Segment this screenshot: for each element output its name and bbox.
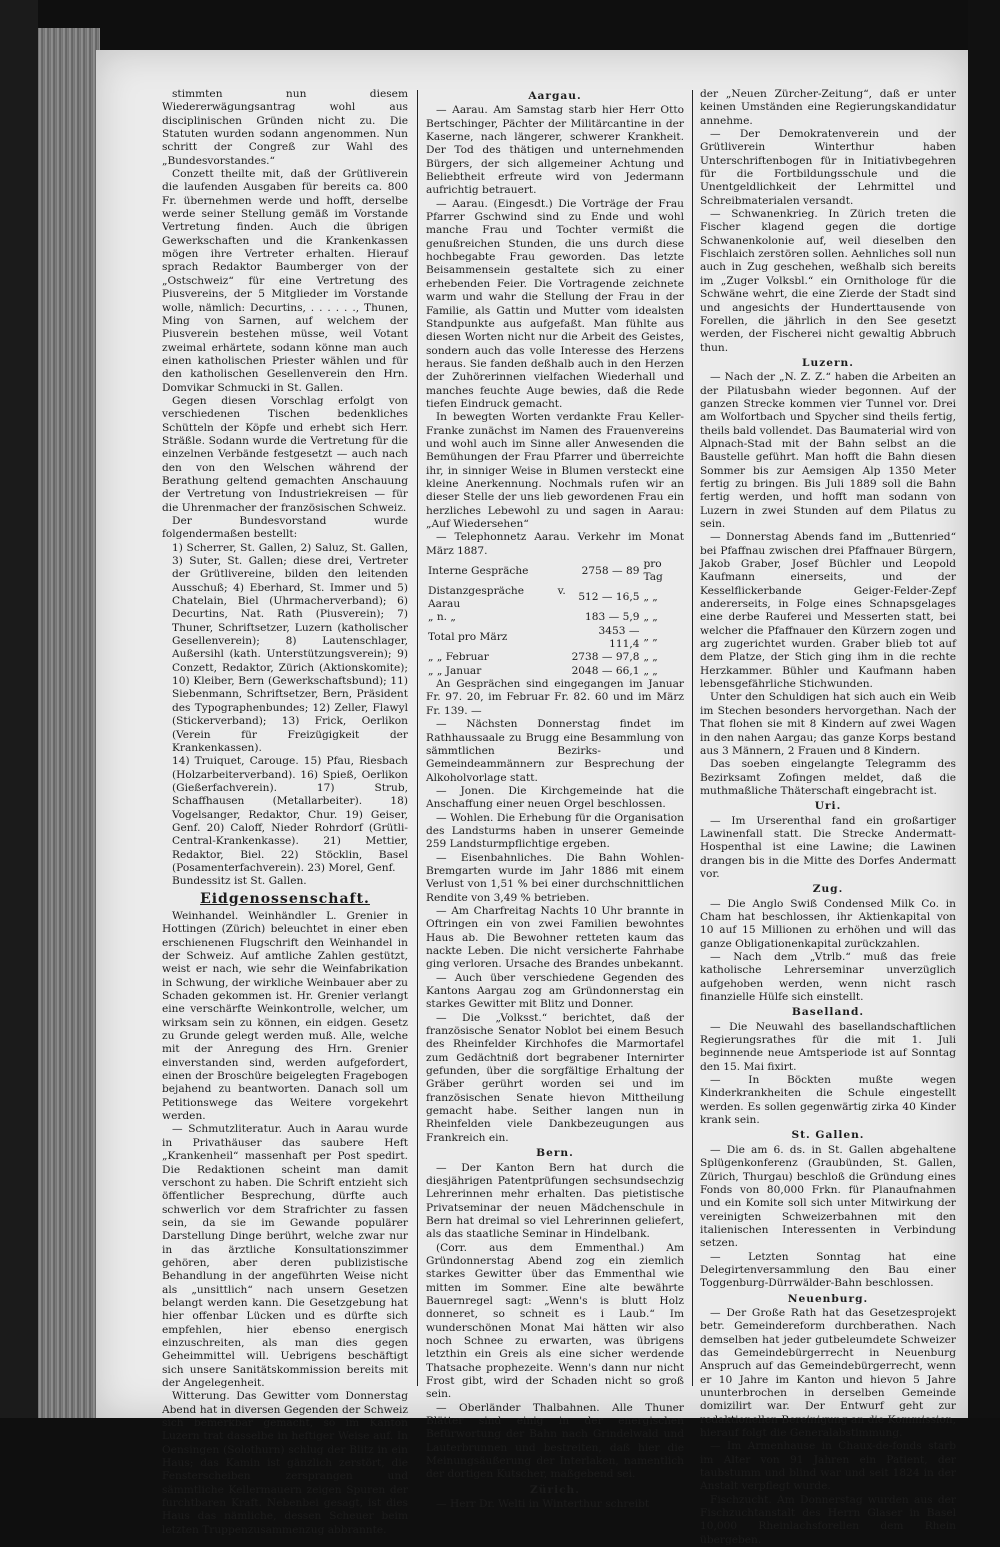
paragraph: — Nach der „N. Z. Z.“ haben die Arbeiten an der Pilatusbahn wieder begonnen. Auf der ganzen Strecke kommen vier Tunnel vor. Drei am Wolfortbach und Spycher sind theils fertig, theils bald vollendet. Das Baumaterial wird von Alpnach-Stad mit der Bahn selbst an die Baustelle geführt. Man hofft die Bahn diesen Sommer bis zur Aemsigen Alp 1350 Meter fertig zu bringen. Bis Juli 1889 soll die Bahn fertig werden, und hofft man sodann von Luzern in zwei Stunden auf dem Pilatus zu sein. xyxy=(700,371,956,530)
paragraph: An Gesprächen sind eingegangen im Januar Fr. 97. 20, im Februar Fr. 82. 60 und im März Fr. 139. — xyxy=(426,678,684,717)
paragraph: — Telephonnetz Aarau. Verkehr im Monat März 1887. xyxy=(426,531,684,557)
paragraph: Fischzucht. Am Donnerstag wurden aus der Fischzuchtanstalt des Herrn Glaser in Basel 10,000 Rheinlachsforellen dem Rhein übergeben. xyxy=(700,1493,956,1546)
section-heading: Zürich. xyxy=(530,1483,580,1496)
paragraph: Conzett theilte mit, daß der Grütliverein die laufenden Ausgaben für bereits ca. 800 Fr. übernehmen werde und hofft, derselbe werde seiner Stellung gemäß im Vorstande Vertretung finden. Auch die übrigen Gewerkschaften und die Krankenkassen mögen ihre Vertreter erhalten. Hierauf sprach Redaktor Baumberger von der „Ostschweiz“ für eine Vertretung des Piusvereins, der 5 Mitglieder im Vorstande wolle, nämlich: Decurtins, . . . . . ., Thunen, Ming von Sarnen, auf welchem der Piusverein bestehen müsse, weil Votant zweimal erhärtete, sodann könne man auch einen katholischen Priester wählen und für den katholischen Gesellenverein den Hrn. Domvikar Schmucki in St. Gallen. xyxy=(162,168,408,394)
table-row xyxy=(426,665,684,678)
paragraph: — Wohlen. Die Erhebung für die Organisation des Landsturms haben in unserer Gemeinde 259 Landsturmpflichtige ergeben. xyxy=(426,811,684,851)
table-cell: „ „ xyxy=(643,631,658,644)
paragraph: Bundessitz ist St. Gallen. xyxy=(172,875,307,888)
page-edge-stack xyxy=(38,28,100,1418)
paragraph: — Am Charfreitag Nachts 10 Uhr brannte in Oftringen ein von zwei Familien bewohntes Haus ab. Die Bewohner retteten kaum das nackte Leben. Die nicht versicherte Fahrhabe ging verloren. Ursache des Brandes unbekannt. xyxy=(426,904,684,971)
table-cell: 3453 — 111,4 xyxy=(598,624,640,651)
section-heading: Zug. xyxy=(812,883,844,896)
section-heading: Aargau. xyxy=(528,90,582,102)
paragraph: (Corr. aus dem Emmenthal.) Am Gründonnerstag Abend zog ein ziemlich starkes Gewitter über das Emmenthal wie mitten im Sommer. Eine alte bewährte Bauernregel sagt: „Wenn's is blutt Holz donneret, so schneit es i Laub.“ Im wunderschönen Monat Mai hätten wir also noch Schnee zu erwarten, was übrigens letzthin ein Greis als eine sicher werdende Thatsache prophezeite. Wenn's dann nur nicht Frost gibt, wird der Schaden nicht so groß sein. xyxy=(426,1241,684,1401)
table-cell: „ n. „ xyxy=(428,611,456,624)
section-heading: Bern. xyxy=(536,1147,574,1160)
column-3 xyxy=(700,88,956,1546)
table-cell: Interne Gespräche xyxy=(428,564,529,577)
column-rule xyxy=(417,90,418,1386)
paragraph: Gegen diesen Vorschlag erfolgt von verschiedenen Tischen bedenkliches Schütteln der Köpfe und erhebt sich Herr. Sträßle. Sodann wurde die Vertretung für die einzelnen Verbände festgesetzt — auch nach den von den Welschen während der Berathung geltend gemachten Anschauung der Vertretung von Industriekreisen — für die Uhrenmacher der französischen Schweiz. xyxy=(162,394,408,514)
paragraph: Weinhandel. Weinhändler L. Grenier in Hottingen (Zürich) beleuchtet in einer eben erschienenen Flugschrift den Weinhandel in der Schweiz. Auf amtliche Zahlen gestützt, weist er nach, wie sehr die Weinfabrikation in Schwung, der wirkliche Weinbauer aber zu Schaden gekommen ist. Hr. Grenier verlangt eine verschärfte Weinkontrolle, welcher, um wirksam sein zu können, ein eidgen. Gesetz zu Grunde gelegt werden muß. Alle, welche mit der Anregung des Hrn. Grenier einverstanden sind, werden aufgefordert, einen der Broschüre beigelegten Fragebogen bejahend zu beantworten. Danach soll um Petitionswege das Weitere vorgekehrt werden. xyxy=(162,909,408,1123)
member-list: 14) Truiquet, Carouge. 15) Pfau, Riesbach (Holzarbeiterverband). 16) Spieß, Oerlikon (Gießerfachverein). 17) Strub, Schaffhausen (Metallarbeiter). 18) Vogelsanger, Redaktor, Chur. 19) Geiser, Genf. 20) Caloff, Nieder Rohrdorf (Grütli-Central-Krankenkasse). 21) Mettier, Redaktor, Biel. 22) Stöcklin, Basel (Posamenterfachverein). 23) Morel, Genf. xyxy=(172,755,408,874)
paragraph: — Schmutzliteratur. Auch in Aarau wurde in Privathäuser das saubere Heft „Krankenheil“ massenhaft per Post spedirt. Die Redaktionen scheint man damit verschont zu haben. Die Schrift entzieht sich öffentlicher Besprechung, dürfte auch schwerlich vor dem Strafrichter zu fassen sein, da sie im Gewande populärer Darstellung Dinge berührt, welche zwar nur in das ärztliche Konsultationszimmer gehören, aber deren publizistische Behandlung in der angeführten Weise nicht als „unsittlich“ nach unsern Gesetzen belangt werden kann. Die Gesetzgebung hat hier offenbar Lücken und es dürfte sich empfehlen, hier ebenso energisch einzuschreiten, als man dies gegen Geheimmittel will. Uebrigens beschäftigt sich unsere Sanitätskommission bereits mit der Angelegenheit. xyxy=(162,1123,408,1389)
paragraph: — Aarau. (Eingesdt.) Die Vorträge der Frau Pfarrer Gschwind sind zu Ende und wohl manche Frau und Tochter vermißt die genußreichen Stunden, die uns durch diese hochbegabte Frau geworden. Das letzte Beisammensein gestaltete sich zu einer erhebenden Feier. Die Vortragende zeichnete warm und wahr die Stellung der Frau in der Familie, als Gattin und Mutter vom idealsten Standpunkte aus aufgefaßt. Man fühlte aus diesen Worten nicht nur die Arbeit des Geistes, sondern auch das volle Interesse des Herzens heraus. Sie fanden deßhalb auch in den Herzen der Zuhörerinnen vielfachen Wiederhall und manches feuchte Auge bewies, daß die Rede tiefen Eindruck gemacht. xyxy=(426,197,684,410)
paragraph: der „Neuen Zürcher-Zeitung“, daß er unter keinen Umständen eine Regierungskandidatur annehme. xyxy=(700,88,956,127)
table-row xyxy=(426,611,684,624)
table-cell: „ „ Februar xyxy=(428,651,489,664)
table-cell: 2758 — 89 xyxy=(581,564,640,577)
paragraph: — Die Anglo Swiß Condensed Milk Co. in Cham hat beschlossen, ihr Aktienkapital von 10 auf 15 Millionen zu erhöhen und will das ganze Obligationenkapital zurückzahlen. xyxy=(700,897,956,950)
section-heading: Neuenburg. xyxy=(787,1292,869,1305)
section-heading: Luzern. xyxy=(802,356,854,369)
table-cell: 2738 — 97,8 xyxy=(571,651,640,664)
table-cell: 2048 — 66,1 xyxy=(571,664,640,677)
table-cell: „ „ xyxy=(643,611,658,624)
scan-border-left xyxy=(0,0,38,1418)
table-cell: pro Tag xyxy=(643,558,663,584)
paragraph: — Nach dem „Vtrlb.“ muß das freie katholische Lehrerseminar unverzüglich aufgehoben werden, wenn nicht rasch finanzielle Hülfe sich einstellt. xyxy=(700,951,956,1004)
column-1 xyxy=(162,88,408,1536)
paragraph: — Herr Dr. Welti in Winterthur schreibt xyxy=(436,1498,650,1511)
table-row xyxy=(426,651,684,664)
paragraph: — Im Armenhause in Chaux-de-fonds starb im Alter von 91 Jahren ein Patient, der taubstumm und blind war und seit 1824 in der Anstalt verpflegt wurde. xyxy=(700,1440,956,1493)
table-cell: „ „ xyxy=(643,591,658,604)
paragraph: — Oberländer Thalbahnen. Alle Thuner Blätter sind einig in der energischen Befürwortung der Bahn nach Grindelwald und Lauterbrunnen und bestreiten, daß hier die Meinungsäußerung der Interlaken, namentlich der dortigen Kutscher, maßgebend sei. xyxy=(426,1401,684,1481)
paragraph: — Auch über verschiedene Gegenden des Kantons Aargau zog am Gründonnerstag ein starkes Gewitter mit Blitz und Donner. xyxy=(426,971,684,1011)
paragraph: — Nächsten Donnerstag findet im Rathhaussaale zu Brugg eine Besammlung von sämmtlichen Bezirks- und Gemeindeammännern zur Besprechung der Alkoholvorlage statt. xyxy=(426,718,684,784)
paragraph: Der Bundesvorstand wurde folgendermaßen bestellt: xyxy=(162,515,408,541)
paragraph: stimmten nun diesem Wiedererwägungsantrag wohl aus disciplinischen Gründen nicht zu. Die Statuten wurden sodann angenommen. Nun schritt der Congreß zur Wahl des „Bundesvorstandes.“ xyxy=(162,88,408,167)
paragraph: — Die Neuwahl des basellandschaftlichen Regierungsrathes für die mit 1. Juli beginnende neue Amtsperiode ist auf Sonntag den 15. Mai fixirt. xyxy=(700,1020,956,1073)
paragraph: — Jonen. Die Kirchgemeinde hat die Anschaffung einer neuen Orgel beschlossen. xyxy=(426,784,684,811)
paragraph: — Der Kanton Bern hat durch die diesjährigen Patentprüfungen sechsundsechzig Lehrerinnen mehr erhalten. Das pietistische Privatseminar der neuen Mädchenschule in Bern hat dreimal so viel Lehrerinnen geliefert, als das staatliche Seminar in Hindelbank. xyxy=(426,1161,684,1241)
telephone-table xyxy=(426,558,684,678)
paragraph: Das soeben eingelangte Telegramm des Bezirksamt Zofingen meldet, daß die muthmaßliche Thäterschaft eingebracht ist. xyxy=(700,758,956,797)
section-heading: Eidgenossenschaft. xyxy=(200,890,370,907)
paragraph: In bewegten Worten verdankte Frau Keller-Franke zunächst im Namen des Frauenvereins und wohl auch im Sinne aller Anwesenden die Bemühungen der Frau Pfarrer und überreichte ihr, in sinniger Weise in Blumen versteckt eine kleine Anerkennung. Nochmals rufen wir an dieser Stelle der uns lieb gewordenen Frau ein herzliches Lebewohl zu und sagen in Aarau: „Auf Wiedersehen“ xyxy=(426,411,684,530)
table-cell: 183 — 5,9 xyxy=(585,611,640,624)
table-row xyxy=(426,558,684,585)
paragraph: — Im Urserenthal fand ein großartiger Lawinenfall statt. Die Strecke Andermatt-Hospenthal ist eine Lawine; die Lawinen drangen bis in die Mitte des Dorfes Andermatt vor. xyxy=(700,814,956,880)
scan-border-right xyxy=(968,0,1000,1418)
column-rule xyxy=(692,90,693,1386)
table-row xyxy=(426,585,684,612)
paragraph: — Die „Volksst.“ berichtet, daß der französische Senator Noblot bei einem Besuch des Rheinfelder Kirchhofes die Marmortafel zum Gedächtniß dort begrabener Internirter gefunden, über die sorgfältige Erhaltung der Gräber gerührt worden sei und im französischen Senate hievon Mittheilung gemacht habe. Seither langen nun in Rheinfelden viele Dankbezeugungen aus Frankreich ein. xyxy=(426,1011,684,1144)
paragraph: — Eisenbahnliches. Die Bahn Wohlen-Bremgarten wurde im Jahr 1886 mit einem Verlust von 1,51 % bei einer durchschnittlichen Rendite von 3,49 % betrieben. xyxy=(426,851,684,904)
paragraph: — Der Große Rath hat das Gesetzesprojekt betr. Gemeindereform durchberathen. Nach demselben hat jeder gutbeleumdete Schweizer das Gemeindebürgerrecht in Neuenburg Anspruch auf das Gemeindebürgerrecht, wenn er 10 Jahre im Kanton und hievon 5 Jahre ununterbrochen in derselben Gemeinde domizilirt war. Der Entwurf geht zur redaktionellen Bereinigung an die Kommission, hierauf folgt die Generalabstimmung. xyxy=(700,1306,956,1440)
table-cell: „ „ xyxy=(643,664,658,677)
section-heading: Uri. xyxy=(814,800,842,813)
table-cell: 512 — 16,5 xyxy=(578,591,640,604)
paragraph: — Der Demokratenverein und der Grütliverein Winterthur haben Unterschriftenbogen für in Initiativbegehren für die Fortbildungsschule und die Unentgeldlichkeit der Lehrmittel und Schreibmaterialen versandt. xyxy=(700,128,956,207)
table-cell: „ „ xyxy=(643,651,658,664)
paragraph: — Die am 6. ds. in St. Gallen abgehaltene Splügenkonferenz (Graubünden, St. Gallen, Zürich, Thurgau) beschloß die Gründung eines Fonds von 80,000 Frkn. für Planaufnahmen und ein Komite soll sich unter Mitwirkung der vereinigten Schweizerbahnen mit den italienischen Interessenten in Verbindung setzen. xyxy=(700,1143,956,1250)
newspaper-page xyxy=(96,50,968,1546)
paragraph: — Schwanenkrieg. In Zürich treten die Fischer klagend gegen die dortige Schwanenkolonie auf, weil dieselben den Fischlaich zerstören sollen. Aehnliches soll nun auch in Zug geschehen, weßhalb sich bereits im „Zuger Volksbl.“ ein Ornithologe für die Schwäne wehrt, die eine Zierde der Stadt sind und angesichts der Hunderttausende von Forellen, die jährlich in den See gesetzt werden, der Fischerei nicht gewaltig Abbruch thun. xyxy=(700,208,956,354)
section-heading: St. Gallen. xyxy=(791,1129,865,1142)
paragraph: — In Böckten mußte wegen Kinderkrankheiten die Schule eingestellt werden. Es sollen gegenwärtig zirka 40 Kinder krank sein. xyxy=(700,1074,956,1127)
section-heading: Baselland. xyxy=(791,1006,865,1019)
paragraph: — Aarau. Am Samstag starb hier Herr Otto Bertschinger, Pächter der Militärcantine in der Kaserne, nach längerer, schwerer Krankheit. Der Tod des thätigen und unternehmenden Bürgers, der sich allgemeiner Achtung und Beliebtheit erfreute wird von Jedermann aufrichtig betrauert. xyxy=(426,104,684,197)
table-cell: „ „ Januar xyxy=(428,664,482,677)
table-cell: Distanzgespräche v. Aarau xyxy=(428,584,566,611)
table-cell: Total pro März xyxy=(428,631,508,644)
member-list: 1) Scherrer, St. Gallen, 2) Saluz, St. Gallen, 3) Suter, St. Gallen; diese drei, Vertreter der Grütlivereine, bilden den leitenden Ausschuß; 4) Eberhard, St. Immer und 5) Chatelain, Biel (Uhrmacherverband); 6) Decurtins, Nat. Rath (Piusverein); 7) Thuner, Schriftsetzer, Luzern (katholischer Gesellenverein); 8) Lautenschlager, Außersihl (kath. Unterstützungsverein); 9) Conzett, Redaktor, Zürich (Aktionskomite); 10) Kleiber, Bern (Gewerkschaftsbund); 11) Siebenmann, Schriftsetzer, Bern, Präsident des Typographenbundes; 12) Zeller, Flawyl (Stickerverband); 13) Frick, Oerlikon (Verein für Freizügigkeit der Krankenkassen). xyxy=(172,541,408,754)
column-2 xyxy=(426,88,684,1511)
table-row xyxy=(426,625,684,652)
paragraph: Unter den Schuldigen hat sich auch ein Weib im Stechen besonders hervorgethan. Nach der That flohen sie mit 8 Kindern auf zwei Wagen in den nahen Aargau; das ganze Korps bestand aus 3 Männern, 2 Frauen und 8 Kindern. xyxy=(700,691,956,757)
paragraph: Witterung. Das Gewitter vom Donnerstag Abend hat in diversen Gegenden der Schweiz sich bemerkbar gemacht, so im Kanton Luzern trat dasselbe in heftiger Weise auf. In Oensingen (Solothurn) schlug der Blitz in ein Haus; das Kamin ist gänzlich zerstört, die Fensterscheiben zersprangen und sämmtliche Kellermauern zeigen Spuren der furchtbaren Kraft. Nebenbei gesagt, ist dies Haus das nämliche, dessen Scheuer beim letzten Truppenzusammenzug abbrannte. xyxy=(162,1390,408,1536)
paragraph: — Donnerstag Abends fand im „Buttenried“ bei Pfaffnau zwischen drei Pfaffnauer Bürgern, Jakob Graber, Josef Büchler und Leopold Kaufmann einerseits, und der Kesselflickerbande Geiger-Felder-Zepf andererseits, in Folge eines Schnapsgelages eine derbe Rauferei und Messerten statt, bei welcher die Pfaffnauer den Kürzern zogen und arg zugerichtet wurden. Graber blieb tot auf dem Platze, der Stich ging ihm in die rechte Herzkammer. Bühler und Kaufmann haben lebensgefährliche Stichwunden. xyxy=(700,531,956,691)
paragraph: — Letzten Sonntag hat eine Delegirtenversammlung den Bau einer Toggenburg-Dürrwälder-Bahn beschlossen. xyxy=(700,1250,956,1290)
